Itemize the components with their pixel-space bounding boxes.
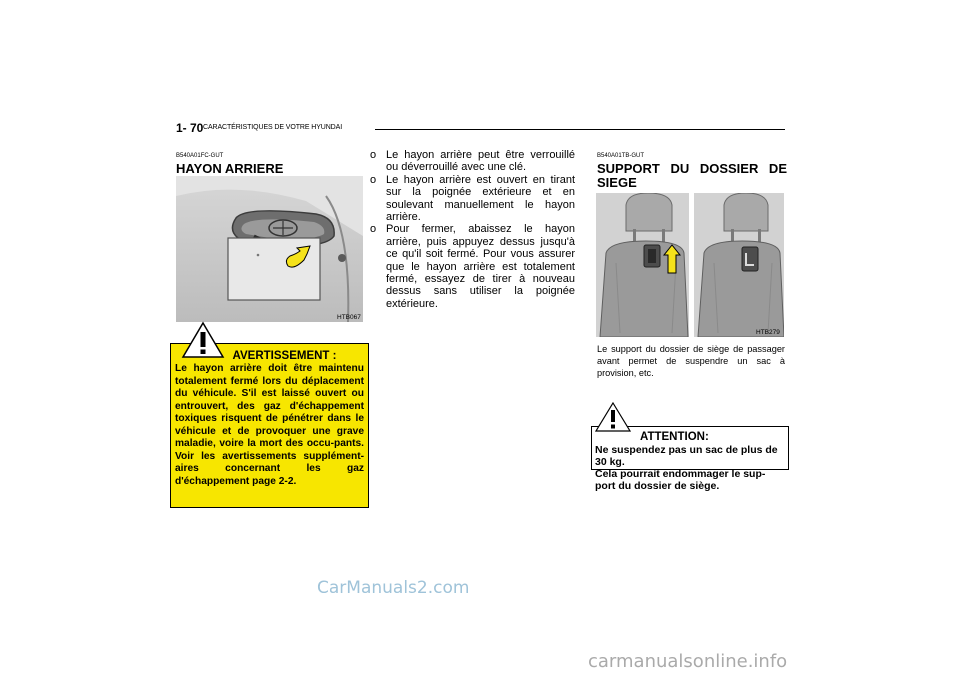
bullet-marker: o (370, 149, 377, 161)
section-title-seat (597, 162, 787, 190)
warning-box (170, 343, 369, 508)
attention-box (591, 426, 789, 492)
tailgate-instructions-list (370, 149, 575, 310)
section-title-tailgate: HAYON ARRIERE (176, 161, 284, 176)
section-code-tailgate: B540A01FC-GUT (176, 153, 224, 159)
seat-photo-closed (596, 193, 689, 337)
attention-heading: ATTENTION: (640, 431, 709, 443)
list-item-text: Le hayon arrière est ouvert en tirant sur la poignée extérieure et en soulevant manuellement le hayon arrière. (386, 173, 575, 224)
image-code-seat: HTB279 (756, 329, 780, 336)
tailgate-photo (176, 176, 363, 322)
list-item (370, 149, 575, 174)
caution-triangle-icon (595, 402, 631, 432)
tailgate-illustration (176, 176, 363, 322)
attention-body-line2: Cela pourrait endommager le sup-port du dossier de siège. (595, 468, 766, 492)
section-code-seat: B540A01TB-GUT (597, 153, 645, 159)
seatback-hook-closed-illustration (596, 193, 689, 337)
seat-caption: Le support du dossier de siège de passager avant permet de suspendre un sac à provision, etc. (597, 344, 785, 378)
list-item-text: Pour fermer, abaissez le hayon arrière, puis appuyez dessus jusqu'à ce qu'il soit fermé. Pour vous assurer que le hayon arrière est totalement fermé, essayez de tirer à nouveau dessus sans utiliser la poignée extérieure. (386, 223, 575, 310)
warning-body: Le hayon arrière doit être maintenu totalement fermé lors du déplacement du véhicule. S'il est laissé ouvert ou entrouvert, des gaz d'échappement toxiques risquent de pénétrer dans le véhicule et de provoquer une grave maladie, voire la mort des occu-pants. Voir les avertissements supplément-aires concernant les gaz d'échappement page 2-2. (175, 363, 364, 487)
image-code-tailgate: HTB067 (337, 314, 361, 321)
attention-body-line1: Ne suspendez pas un sac de plus de 30 kg. (595, 444, 778, 468)
watermark-carmanualsonline: carmanualsonline.info (588, 651, 788, 672)
seatback-hook-open-illustration (694, 193, 784, 337)
warning-triangle-icon (181, 321, 225, 359)
watermark-carmanuals2: CarManuals2.com (317, 578, 470, 598)
list-item (370, 223, 575, 310)
bullet-marker: o (370, 223, 377, 236)
bullet-marker: o (370, 173, 377, 186)
seat-photo-open (694, 193, 784, 337)
header-rule (375, 129, 785, 130)
page-number: 1- 70 (176, 121, 204, 135)
warning-heading: AVERTISSEMENT : (232, 350, 337, 362)
list-item (370, 174, 575, 224)
list-item-text: Le hayon arrière peut être verrouillé ou déverrouillé avec une clé. (386, 149, 575, 174)
running-header-title: CARACTÉRISTIQUES DE VOTRE HYUNDAI (203, 124, 343, 131)
section-title-seat-text: SUPPORT DU DOSSIER DE SIEGE (597, 161, 787, 190)
